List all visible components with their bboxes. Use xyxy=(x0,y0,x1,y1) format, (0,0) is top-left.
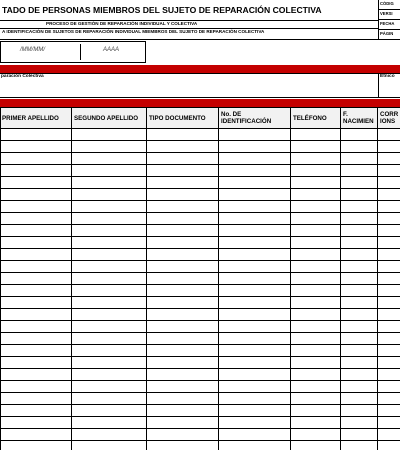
process-line: PROCESO DE GESTIÓN DE REPARACIÓN INDIVIDUAL Y COLECTIVA xyxy=(46,21,198,26)
page-label: PÁGIN xyxy=(380,31,394,36)
column-line xyxy=(0,107,1,450)
col-document-type: TIPO DOCUMENTO xyxy=(149,114,206,122)
table-top-bar xyxy=(0,99,400,107)
section-divider-bar xyxy=(0,65,400,73)
version-label: VERSI xyxy=(380,11,393,16)
ethnic-label: Étnico xyxy=(380,74,395,79)
collective-reparation-label: paración Colectiva xyxy=(1,74,44,79)
code-label: CÓDIG xyxy=(380,1,394,6)
metadata-divider xyxy=(378,9,400,10)
col-second-surname: SEGUNDO APELLIDO xyxy=(74,114,139,122)
col-extra: CORR IONS xyxy=(380,111,399,125)
column-line xyxy=(340,107,341,450)
col-first-surname: PRIMER APELLIDO xyxy=(2,114,59,122)
column-line xyxy=(218,107,219,450)
date-year: AAAA xyxy=(103,47,120,53)
column-line xyxy=(71,107,72,450)
metadata-divider xyxy=(378,29,400,30)
document-title: TADO DE PERSONAS MIEMBROS DEL SUJETO DE REPARACIÓN COLECTIVA xyxy=(2,5,322,15)
metadata-divider xyxy=(378,19,400,20)
col-phone: TELÉFONO xyxy=(293,114,327,122)
section-vline xyxy=(378,73,379,97)
date-label: FECHA xyxy=(380,21,395,26)
column-line xyxy=(377,107,378,450)
column-line xyxy=(290,107,291,450)
column-line xyxy=(146,107,147,450)
procedure-line: A IDENTIFICACIÓN DE SUJETOS DE REPARACIÓN INDIVIDUAL MIEMBROS DEL SUJETO DE REPARACIÓN COLECTIVA xyxy=(2,29,265,34)
header-bottom-line xyxy=(0,39,400,40)
col-birth-date: F. NACIMIEN xyxy=(343,111,374,125)
date-day-month: /MM/MM/ xyxy=(20,47,45,53)
section-line xyxy=(0,97,400,98)
col-id-number: No. DE IDENTIFICACIÓN xyxy=(221,111,272,125)
date-separator xyxy=(80,44,81,60)
